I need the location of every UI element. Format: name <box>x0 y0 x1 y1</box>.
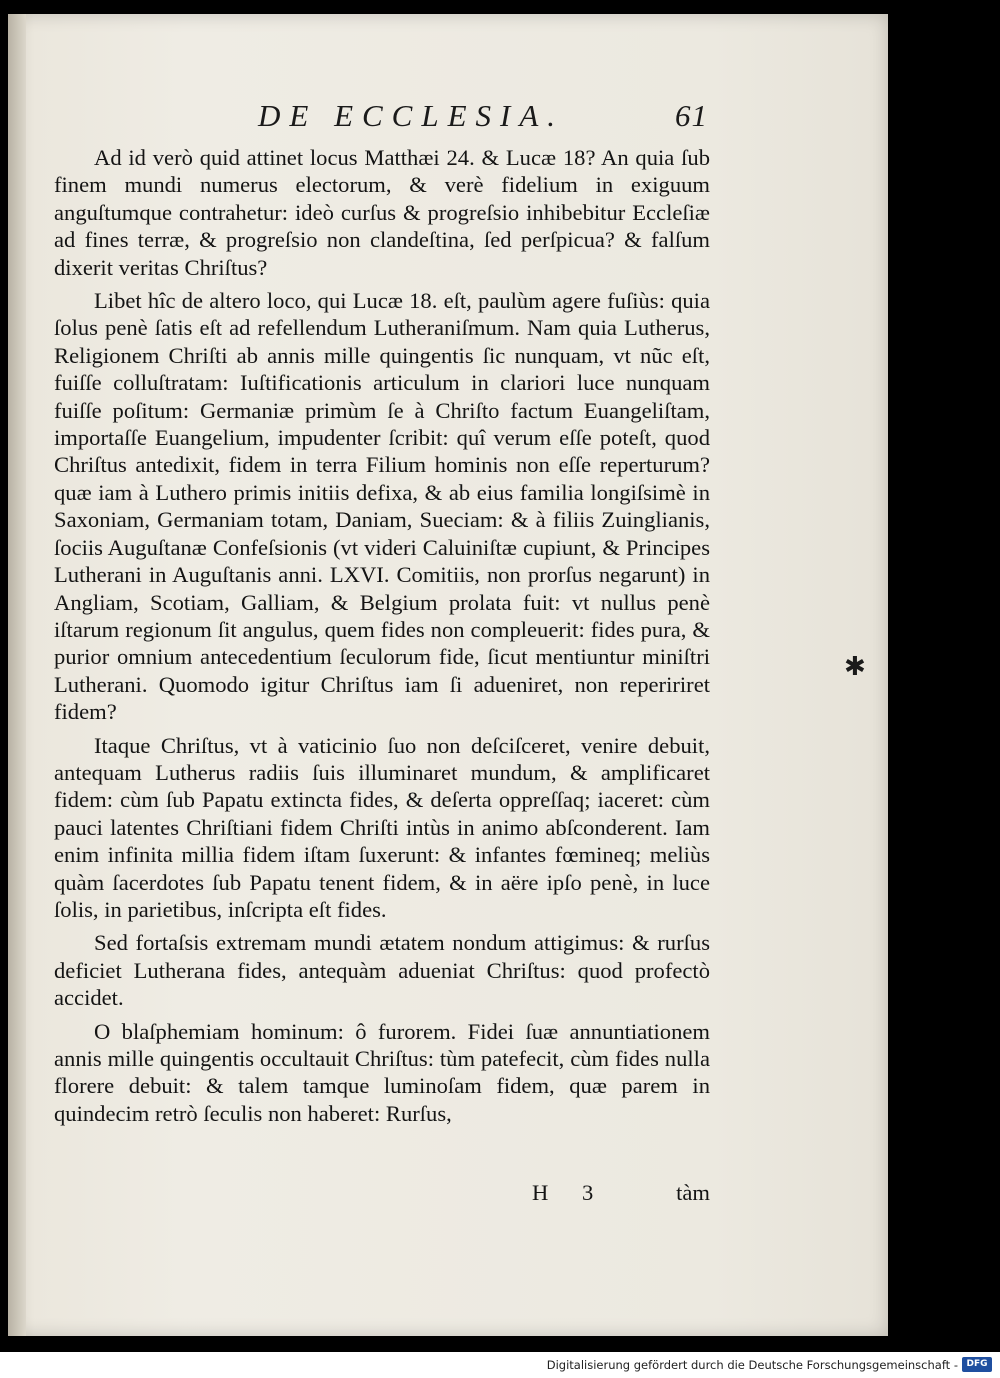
credit-text: Digitalisierung gefördert durch die Deutsche Forschungsgemeinschaft - <box>546 1358 958 1372</box>
paragraph-1: Ad id verò quid attinet locus Matthæi 24. & Lucæ 18? An quia ſub finem mundi numerus electorum, & verè fidelium in exiguum anguſtumque contrahetur: ideò curſus & progreſsio inhibebitur Eccleſiæ ad fines terræ, & progreſsio non clandeſtina, ſed perſpicua? & falſum dixerit veritas Chriſtus? <box>54 145 710 280</box>
page-footer <box>54 1180 710 1208</box>
dfg-logo-icon: DFG <box>962 1357 992 1372</box>
catchword: tàm <box>676 1180 710 1205</box>
paragraph-3: Itaque Chriſtus, vt à vaticinio ſuo non deſciſceret, venire debuit, antequam Lutherus radiis ſuis illuminaret mundum, & amplificaret fidem: cùm ſub Papatu extincta fides, & deſerta oppreſſaq; iaceret: cùm pauci latentes Chriſtiani fidem Chriſti intùs in animo abſconderent. Iam enim infinita millia fidem iſtam ſuxerunt: & infantes fœmineq; meliùs quàm ſacerdotes ſub Papatu tenent fidem, & in aëre ipſo penè, in luce ſolis, in parietibus, inſcripta eſt fides. <box>54 732 710 922</box>
running-title: DE ECCLESIA. <box>258 98 565 133</box>
paragraph-5: O blaſphemiam hominum: ô furorem. Fidei ſuæ annuntiationem annis mille quingentis occultauit Chriſtus: tùm patefecit, cùm fides nulla florere debuit: & talem tamque luminoſam fidem, quæ parem in quindecim retrò ſeculis non haberet: Rurſus, <box>54 1018 710 1126</box>
page-number: 61 <box>675 98 708 133</box>
credit-bar <box>0 1352 1000 1378</box>
paragraph-2: Libet hîc de altero loco, qui Lucæ 18. eſt, paulùm agere fuſiùs: quia ſolus penè ſatis eſt ad refellendum Lutheraniſmum. Nam quia Lutherus, Religionem Chriſti ab annis mille quingentis ſic nunquam, vt nũc eſt, fuiſſe colluſtratam: Iuſtificationis articulum in clariori luce nunquam fuiſſe poſitum: Germaniæ primùm ſe à Chriſto factum Euangeliſtam, importaſſe Euangelium, impudenter ſcribit: quî verum eſſe poteſt, quod Chriſtus antedixit, fidem in terra Filium hominis non eſſe reperturum? quæ iam à Luthero primis initiis defixa, & ab eius familia longiſsimè in Saxoniam, Germaniam totam, Daniam, Sueciam: & à filiis Zuinglianis, ſociis Auguſtanæ Confeſsionis (vt videri Caluiniſtæ cupiunt, & Principes Lutherani in Auguſtanis anni. LXVI. Comitiis, non prorſus negarunt) in Angliam, Scotiam, Galliam, & Belgium prolata fuit: vt nullus penè iſtarum regionum ſit angulus, quem fides non compleuerit: fides pura, & purior omnium antecedentium ſeculorum fide, ſicut mentiuntur miniſtri Lutherani. Quomodo igitur Chriſtus iam ſi adueniret, non repeririret fidem? <box>54 288 710 725</box>
asterisk-blot-icon: ✱ <box>844 652 866 682</box>
book-page <box>8 14 888 1336</box>
text-block <box>54 144 710 1133</box>
signature-mark: H 3 <box>532 1180 608 1205</box>
paragraph-4: Sed fortaſsis extremam mundi ætatem nondum attigimus: & rurſus deficiet Lutherana fides, antequàm adueniat Chriſtus: quod profectò accidet. <box>54 930 710 1011</box>
running-head <box>48 98 708 138</box>
